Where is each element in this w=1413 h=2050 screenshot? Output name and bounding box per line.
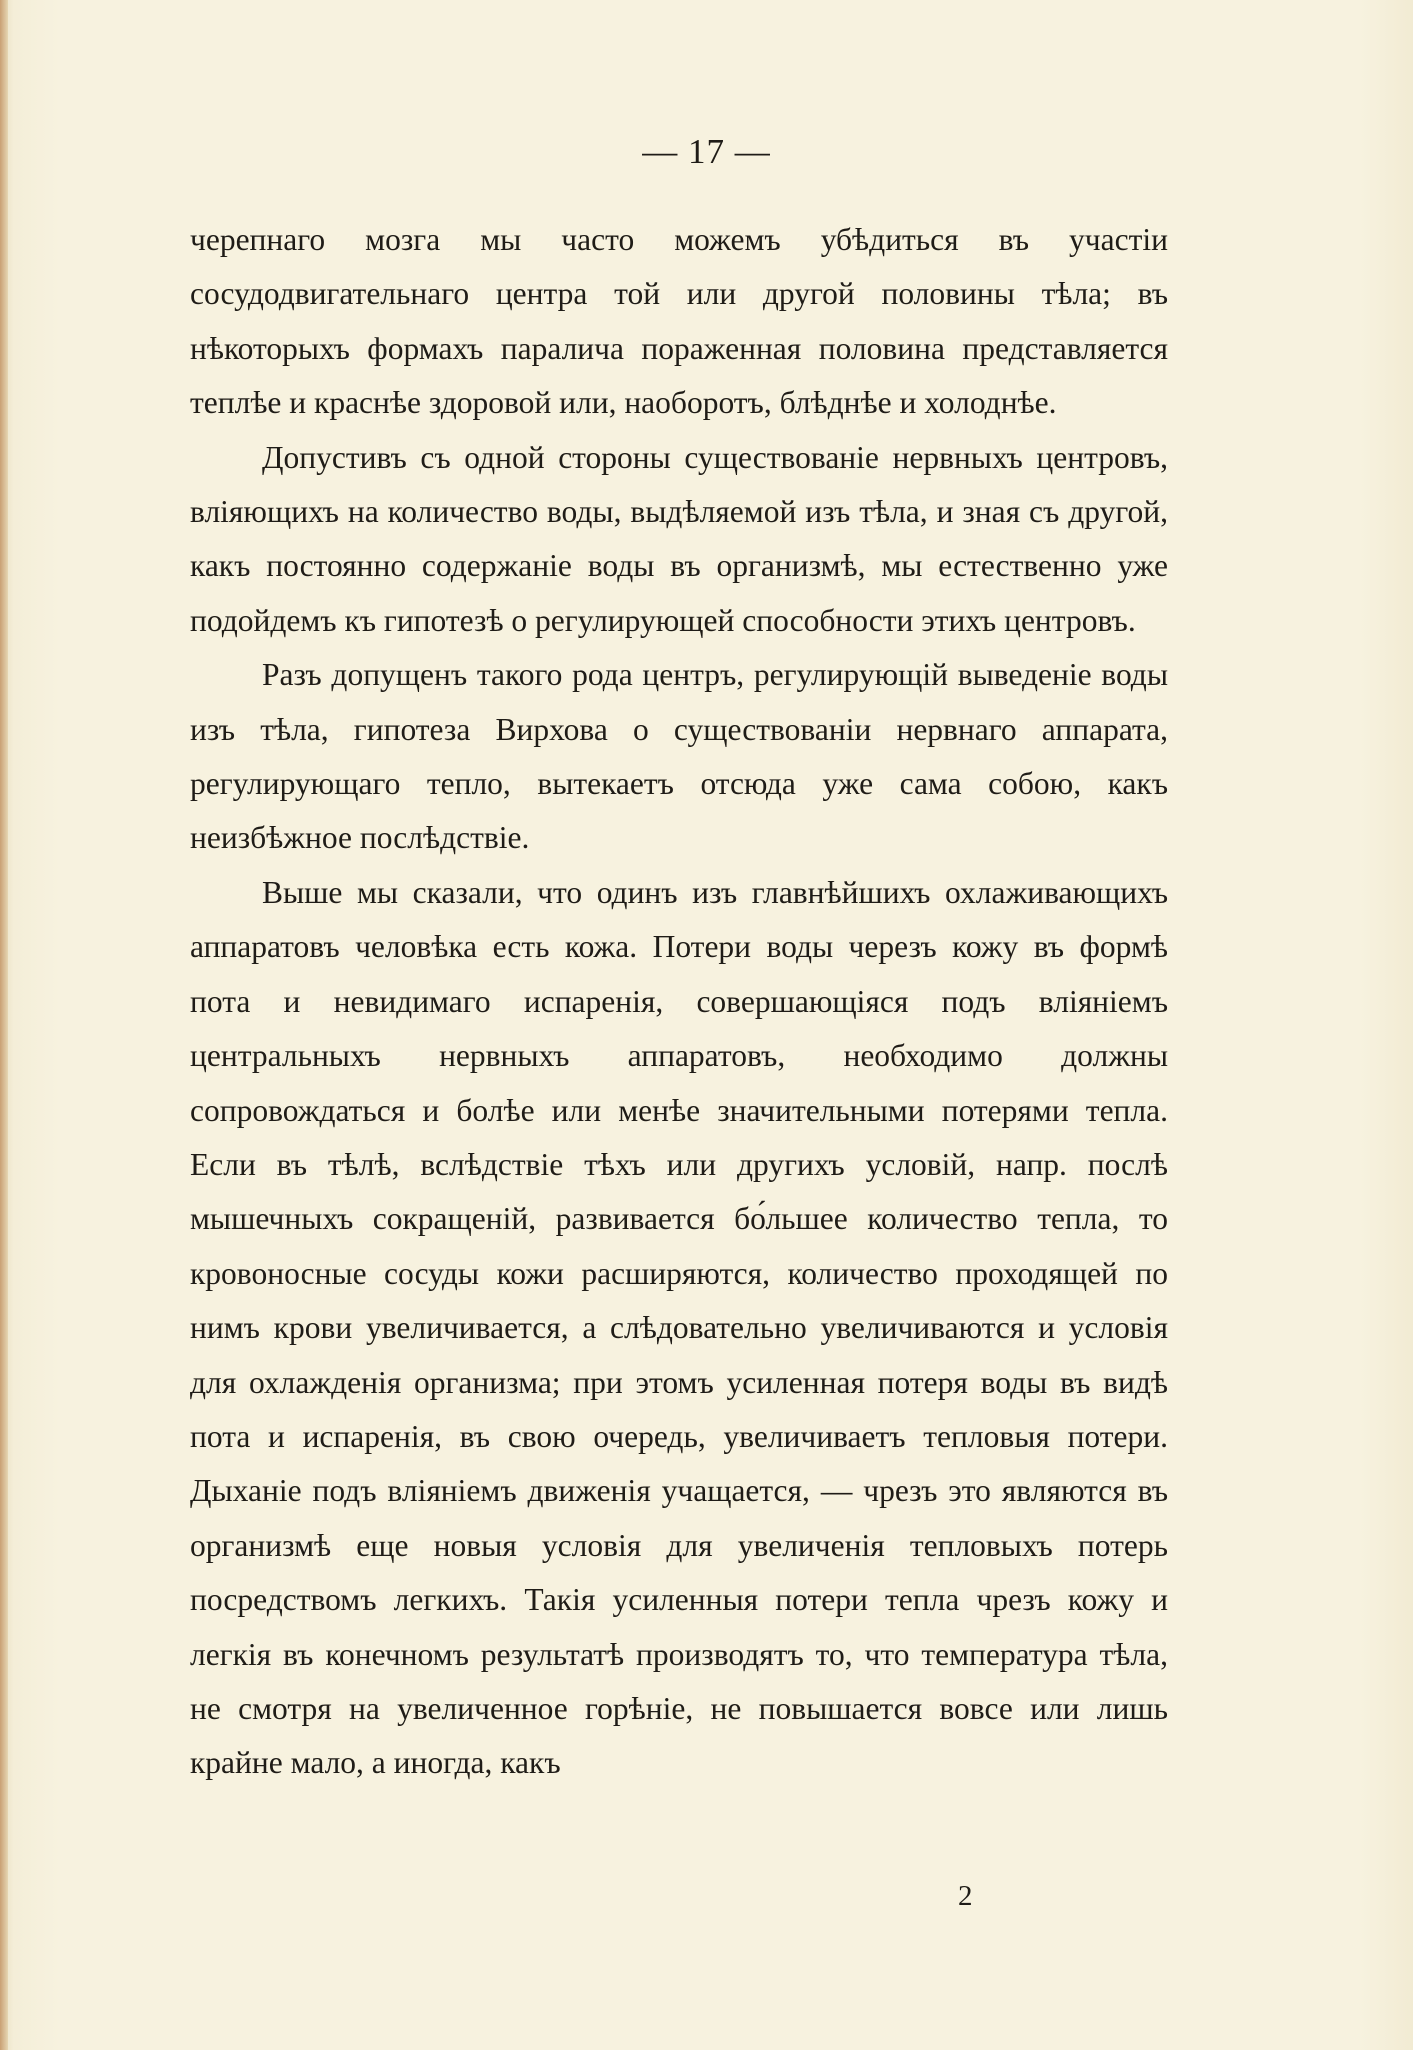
paragraph-3: Разъ допущенъ такого рода центръ, регулирующій выведеніе воды изъ тѣла, гипотеза Вирхова о существованіи нервнаго аппарата, регулирующаго тепло, вытекаетъ отсюда уже сама собою, какъ неизбѣжное послѣдствіе. [190, 657, 1168, 856]
printer-signature-mark: 2 [958, 1880, 973, 1912]
page-number-header: — 17 — [642, 132, 771, 171]
body-text [190, 213, 1168, 1791]
paragraph-2: Допустивъ съ одной стороны существованіе нервныхъ центровъ, вліяющихъ на количество воды, выдѣляемой изъ тѣла, и зная съ другой, какъ постоянно содержаніе воды въ организмѣ, мы естественно уже подойдемъ къ гипотезѣ о регулирующей способности этихъ центровъ. [190, 439, 1168, 638]
paragraph-1: черепнаго мозга мы часто можемъ убѣдиться въ участіи сосудодвигательнаго центра той или другой половины тѣла; въ нѣкоторыхъ формахъ паралича пораженная половина представляется теплѣе и краснѣе здоровой или, наоборотъ, блѣднѣе и холоднѣе. [190, 222, 1168, 421]
paragraph-4: Выше мы сказали, что одинъ изъ главнѣйшихъ охлаживающихъ аппаратовъ человѣка есть кожа. Потери воды черезъ кожу въ формѣ пота и невидимаго испаренія, совершающіяся подъ вліяніемъ центральныхъ нервныхъ аппаратовъ, необходимо должны сопровождаться и болѣе или менѣе значительными потерями тепла. Если въ тѣлѣ, вслѣдствіе тѣхъ или другихъ условій, напр. послѣ мышечныхъ сокращеній, развивается бо́льшее количество тепла, то кровоносные сосуды кожи расширяются, количество проходящей по нимъ крови увеличивается, а слѣдовательно увеличиваются и условія для охлажденія организма; при этомъ усиленная потеря воды въ видѣ пота и испаренія, въ свою очередь, увеличиваетъ тепловыя потери. Дыханіе подъ вліяніемъ движенія учащается, — чрезъ это являются въ организмѣ еще новыя условія для увеличенія тепловыхъ потерь посредствомъ легкихъ. Такія усиленныя потери тепла чрезъ кожу и легкія въ конечномъ результатѣ производятъ то, что температура тѣла, не смотря на увеличенное горѣніе, не повышается вовсе или лишь крайне мало, а иногда, какъ [190, 874, 1168, 1781]
page-edge [0, 0, 8, 2050]
